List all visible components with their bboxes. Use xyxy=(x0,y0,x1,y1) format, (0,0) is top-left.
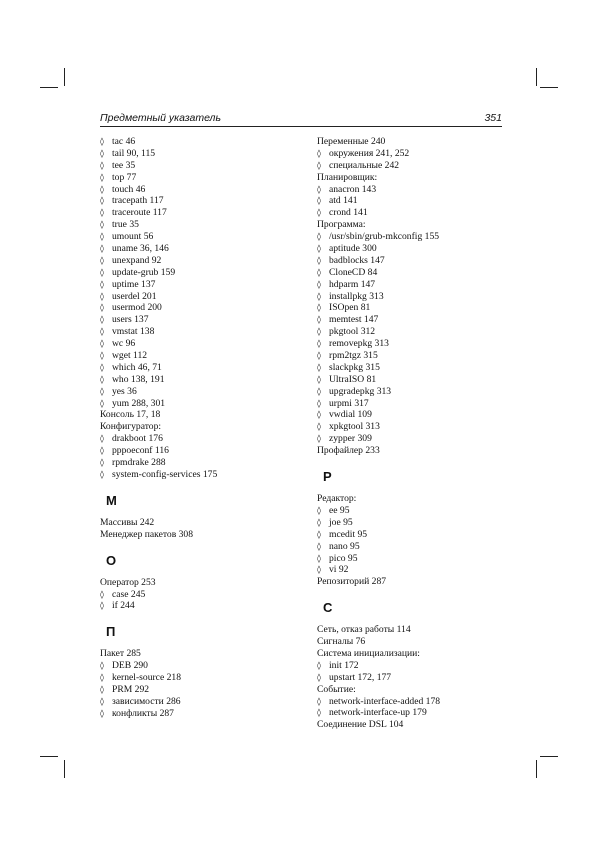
index-subentry xyxy=(317,529,517,541)
index-subentry-text: slackpkg 315 xyxy=(329,361,380,373)
diamond-icon: ◊ xyxy=(317,696,321,706)
index-letter-heading: С xyxy=(323,600,333,616)
index-subentry xyxy=(317,696,517,708)
index-subentry-text: usermod 200 xyxy=(112,302,162,314)
diamond-icon: ◊ xyxy=(100,673,104,683)
index-subentry-text: userdel 201 xyxy=(112,290,157,302)
index-subentry xyxy=(100,660,300,672)
index-subentry xyxy=(317,207,517,219)
index-entry: Планировщик: xyxy=(317,171,378,183)
index-subentry-text: wget 112 xyxy=(112,350,148,362)
diamond-icon: ◊ xyxy=(100,708,104,718)
index-subentry xyxy=(317,148,517,160)
index-entry: Сигналы 76 xyxy=(317,636,366,648)
index-subentry xyxy=(317,350,517,362)
index-subentry xyxy=(100,445,300,457)
diamond-icon: ◊ xyxy=(100,172,104,182)
index-subentry xyxy=(317,291,517,303)
index-letter-heading: М xyxy=(106,492,117,508)
index-subentry-text: wc 96 xyxy=(112,338,136,350)
index-entry: Конфигуратор: xyxy=(100,421,162,433)
diamond-icon: ◊ xyxy=(317,267,321,277)
index-subentry xyxy=(317,409,517,421)
diamond-icon: ◊ xyxy=(317,327,321,337)
index-subentry xyxy=(100,302,300,314)
index-subentry xyxy=(317,660,517,672)
page-number: 351 xyxy=(484,112,502,124)
index-subentry-text: UltraISO 81 xyxy=(329,373,377,385)
diamond-icon: ◊ xyxy=(100,208,104,218)
index-subentry-text: zypper 309 xyxy=(329,433,372,445)
index-subentry xyxy=(100,684,300,696)
diamond-icon: ◊ xyxy=(100,398,104,408)
index-subentry-text: traceroute 117 xyxy=(112,207,167,219)
index-subentry xyxy=(317,505,517,517)
index-subentry-text: tee 35 xyxy=(112,159,136,171)
index-entry: Сеть, отказ работы 114 xyxy=(317,624,411,636)
diamond-icon: ◊ xyxy=(317,374,321,384)
index-subentry-text: pppoeconf 116 xyxy=(112,445,169,457)
diamond-icon: ◊ xyxy=(317,517,321,527)
diamond-icon: ◊ xyxy=(317,410,321,420)
index-subentry xyxy=(100,231,300,243)
diamond-icon: ◊ xyxy=(100,303,104,313)
crop-mark xyxy=(540,756,558,757)
index-subentry xyxy=(317,255,517,267)
index-subentry-text: users 137 xyxy=(112,314,149,326)
index-subentry xyxy=(317,553,517,565)
index-subentry-text: DEB 290 xyxy=(112,660,148,672)
index-subentry-text: umount 56 xyxy=(112,231,154,243)
index-subentry-text: конфликты 287 xyxy=(112,707,174,719)
index-subentry-text: ISOpen 81 xyxy=(329,302,371,314)
index-subentry xyxy=(317,421,517,433)
index-subentry-text: uname 36, 146 xyxy=(112,243,169,255)
index-column-left xyxy=(100,136,300,720)
index-entry: Пакет 285 xyxy=(100,648,141,660)
index-subentry-text: case 245 xyxy=(112,588,146,600)
index-entry: Событие: xyxy=(317,683,356,695)
index-subentry xyxy=(100,469,300,481)
index-entry: Консоль 17, 18 xyxy=(100,409,161,421)
diamond-icon: ◊ xyxy=(100,244,104,254)
index-subentry xyxy=(317,243,517,255)
diamond-icon: ◊ xyxy=(317,565,321,575)
index-subentry-text: kernel-source 218 xyxy=(112,672,181,684)
index-subentry-text: mcedit 95 xyxy=(329,528,368,540)
index-subentry-text: aptitude 300 xyxy=(329,243,377,255)
index-entry: Массивы 242 xyxy=(100,516,155,528)
diamond-icon: ◊ xyxy=(100,232,104,242)
crop-mark xyxy=(540,87,558,88)
index-subentry-text: uptime 137 xyxy=(112,278,156,290)
index-letter-heading: О xyxy=(106,552,117,568)
index-subentry-text: update-grub 159 xyxy=(112,266,176,278)
index-subentry-text: rpmdrake 288 xyxy=(112,457,166,469)
index-subentry xyxy=(317,195,517,207)
diamond-icon: ◊ xyxy=(317,184,321,194)
index-subentry xyxy=(317,184,517,196)
index-subentry xyxy=(100,267,300,279)
index-subentry-text: vwdial 109 xyxy=(329,409,372,421)
diamond-icon: ◊ xyxy=(100,601,104,611)
diamond-icon: ◊ xyxy=(317,422,321,432)
index-letter-heading: П xyxy=(106,624,116,640)
index-subentry xyxy=(317,517,517,529)
index-subentry xyxy=(100,433,300,445)
diamond-icon: ◊ xyxy=(317,505,321,515)
index-subentry xyxy=(317,338,517,350)
diamond-icon: ◊ xyxy=(100,196,104,206)
index-subentry-text: зависимости 286 xyxy=(112,695,181,707)
index-subentry xyxy=(100,398,300,410)
index-subentry-text: специальные 242 xyxy=(329,159,400,171)
index-letter-heading: Р xyxy=(323,469,332,485)
index-entry: Менеджер пакетов 308 xyxy=(100,528,194,540)
index-subentry-text: yum 288, 301 xyxy=(112,397,166,409)
index-subentry xyxy=(100,589,300,601)
index-subentry xyxy=(317,386,517,398)
diamond-icon: ◊ xyxy=(100,148,104,158)
diamond-icon: ◊ xyxy=(317,398,321,408)
diamond-icon: ◊ xyxy=(317,434,321,444)
index-subentry xyxy=(317,672,517,684)
crop-mark xyxy=(64,760,65,778)
diamond-icon: ◊ xyxy=(317,303,321,313)
diamond-icon: ◊ xyxy=(100,386,104,396)
index-entry: Оператор 253 xyxy=(100,576,156,588)
diamond-icon: ◊ xyxy=(100,446,104,456)
header-rule xyxy=(100,126,502,127)
index-subentry-text: which 46, 71 xyxy=(112,361,162,373)
index-subentry-text: true 35 xyxy=(112,219,139,231)
index-subentry xyxy=(100,708,300,720)
diamond-icon: ◊ xyxy=(317,362,321,372)
index-subentry xyxy=(100,172,300,184)
index-subentry-text: tracepath 117 xyxy=(112,195,164,207)
crop-mark xyxy=(536,760,537,778)
crop-mark xyxy=(536,68,537,86)
index-subentry xyxy=(100,207,300,219)
index-subentry xyxy=(317,314,517,326)
diamond-icon: ◊ xyxy=(100,291,104,301)
index-subentry-text: tail 90, 115 xyxy=(112,147,156,159)
index-entry: Соединение DSL 104 xyxy=(317,719,404,731)
index-subentry xyxy=(317,564,517,576)
diamond-icon: ◊ xyxy=(317,291,321,301)
diamond-icon: ◊ xyxy=(100,255,104,265)
diamond-icon: ◊ xyxy=(317,160,321,170)
index-subentry-text: top 77 xyxy=(112,171,137,183)
diamond-icon: ◊ xyxy=(317,553,321,563)
index-subentry xyxy=(100,255,300,267)
index-subentry xyxy=(317,398,517,410)
index-subentry xyxy=(317,279,517,291)
diamond-icon: ◊ xyxy=(100,684,104,694)
index-subentry xyxy=(317,541,517,553)
index-subentry-text: xpkgtool 313 xyxy=(329,421,380,433)
index-subentry xyxy=(100,136,300,148)
index-subentry-text: badblocks 147 xyxy=(329,254,385,266)
index-subentry-text: vi 92 xyxy=(329,564,349,576)
index-subentry-text: installpkg 313 xyxy=(329,290,384,302)
index-subentry xyxy=(100,350,300,362)
index-subentry xyxy=(317,326,517,338)
index-subentry-text: unexpand 92 xyxy=(112,254,162,266)
index-subentry xyxy=(100,457,300,469)
index-entry: Профайлер 233 xyxy=(317,445,380,457)
index-subentry-text: rpm2tgz 315 xyxy=(329,350,378,362)
index-entry: Редактор: xyxy=(317,493,357,505)
index-subentry xyxy=(100,243,300,255)
diamond-icon: ◊ xyxy=(100,374,104,384)
index-subentry xyxy=(100,195,300,207)
diamond-icon: ◊ xyxy=(100,160,104,170)
index-subentry-text: окружения 241, 252 xyxy=(329,147,410,159)
index-subentry xyxy=(317,362,517,374)
diamond-icon: ◊ xyxy=(317,386,321,396)
index-subentry xyxy=(100,184,300,196)
crop-mark xyxy=(64,68,65,86)
index-subentry-text: who 138, 191 xyxy=(112,373,165,385)
index-subentry xyxy=(317,160,517,172)
diamond-icon: ◊ xyxy=(317,148,321,158)
diamond-icon: ◊ xyxy=(100,458,104,468)
diamond-icon: ◊ xyxy=(317,279,321,289)
diamond-icon: ◊ xyxy=(100,220,104,230)
index-subentry xyxy=(317,707,517,719)
diamond-icon: ◊ xyxy=(100,696,104,706)
index-subentry-text: /usr/sbin/grub-mkconfig 155 xyxy=(329,231,440,243)
diamond-icon: ◊ xyxy=(100,315,104,325)
index-subentry-text: drakboot 176 xyxy=(112,433,163,445)
index-subentry xyxy=(100,374,300,386)
index-subentry-text: network-interface-up 179 xyxy=(329,707,427,719)
index-subentry-text: nano 95 xyxy=(329,540,360,552)
index-subentry xyxy=(100,362,300,374)
index-subentry-text: PRM 292 xyxy=(112,683,150,695)
index-subentry-text: touch 46 xyxy=(112,183,146,195)
diamond-icon: ◊ xyxy=(100,339,104,349)
index-subentry-text: crond 141 xyxy=(329,207,368,219)
index-entry: Программа: xyxy=(317,219,366,231)
diamond-icon: ◊ xyxy=(100,184,104,194)
diamond-icon: ◊ xyxy=(100,267,104,277)
index-subentry-text: network-interface-added 178 xyxy=(329,695,441,707)
index-subentry-text: anacron 143 xyxy=(329,183,377,195)
diamond-icon: ◊ xyxy=(100,589,104,599)
diamond-icon: ◊ xyxy=(317,196,321,206)
index-subentry xyxy=(100,672,300,684)
diamond-icon: ◊ xyxy=(317,339,321,349)
crop-mark xyxy=(40,756,58,757)
index-entry: Система инициализации: xyxy=(317,647,420,659)
index-subentry-text: upgradepkg 313 xyxy=(329,385,392,397)
index-subentry-text: hdparm 147 xyxy=(329,278,376,290)
index-subentry-text: tac 46 xyxy=(112,136,136,147)
diamond-icon: ◊ xyxy=(317,208,321,218)
diamond-icon: ◊ xyxy=(100,661,104,671)
index-subentry xyxy=(100,291,300,303)
diamond-icon: ◊ xyxy=(317,255,321,265)
index-subentry-text: pico 95 xyxy=(329,552,358,564)
index-subentry-text: pkgtool 312 xyxy=(329,326,376,338)
index-subentry xyxy=(100,160,300,172)
crop-mark xyxy=(40,87,58,88)
diamond-icon: ◊ xyxy=(100,137,104,146)
index-subentry xyxy=(100,338,300,350)
index-subentry xyxy=(317,231,517,243)
diamond-icon: ◊ xyxy=(317,351,321,361)
index-subentry-text: ee 95 xyxy=(329,504,350,516)
diamond-icon: ◊ xyxy=(317,315,321,325)
diamond-icon: ◊ xyxy=(317,244,321,254)
header-title: Предметный указатель xyxy=(100,112,222,124)
index-subentry-text: init 172 xyxy=(329,659,359,671)
index-subentry-text: removepkg 313 xyxy=(329,338,389,350)
index-subentry xyxy=(100,314,300,326)
index-subentry-text: joe 95 xyxy=(329,516,353,528)
index-subentry xyxy=(317,267,517,279)
index-subentry xyxy=(317,302,517,314)
diamond-icon: ◊ xyxy=(317,541,321,551)
diamond-icon: ◊ xyxy=(100,362,104,372)
index-subentry-text: CloneCD 84 xyxy=(329,266,378,278)
index-subentry xyxy=(317,433,517,445)
index-subentry xyxy=(100,326,300,338)
index-subentry-text: upstart 172, 177 xyxy=(329,671,392,683)
diamond-icon: ◊ xyxy=(100,434,104,444)
index-subentry-text: vmstat 138 xyxy=(112,326,155,338)
diamond-icon: ◊ xyxy=(317,232,321,242)
diamond-icon: ◊ xyxy=(317,672,321,682)
index-subentry-text: memtest 147 xyxy=(329,314,379,326)
index-subentry-text: if 244 xyxy=(112,600,135,612)
diamond-icon: ◊ xyxy=(317,660,321,670)
index-entry: Переменные 240 xyxy=(317,136,386,147)
index-subentry xyxy=(100,219,300,231)
index-subentry xyxy=(100,148,300,160)
index-subentry xyxy=(100,696,300,708)
diamond-icon: ◊ xyxy=(100,279,104,289)
index-subentry-text: atd 141 xyxy=(329,195,358,207)
diamond-icon: ◊ xyxy=(100,327,104,337)
index-subentry xyxy=(100,279,300,291)
diamond-icon: ◊ xyxy=(100,351,104,361)
index-subentry xyxy=(100,600,300,612)
index-subentry xyxy=(100,386,300,398)
index-subentry-text: system-config-services 175 xyxy=(112,468,218,480)
index-column-right xyxy=(317,136,517,731)
index-subentry-text: yes 36 xyxy=(112,385,137,397)
diamond-icon: ◊ xyxy=(317,708,321,718)
index-subentry xyxy=(317,374,517,386)
diamond-icon: ◊ xyxy=(100,469,104,479)
index-subentry-text: urpmi 317 xyxy=(329,397,369,409)
index-entry: Репозиторий 287 xyxy=(317,576,387,588)
diamond-icon: ◊ xyxy=(317,529,321,539)
